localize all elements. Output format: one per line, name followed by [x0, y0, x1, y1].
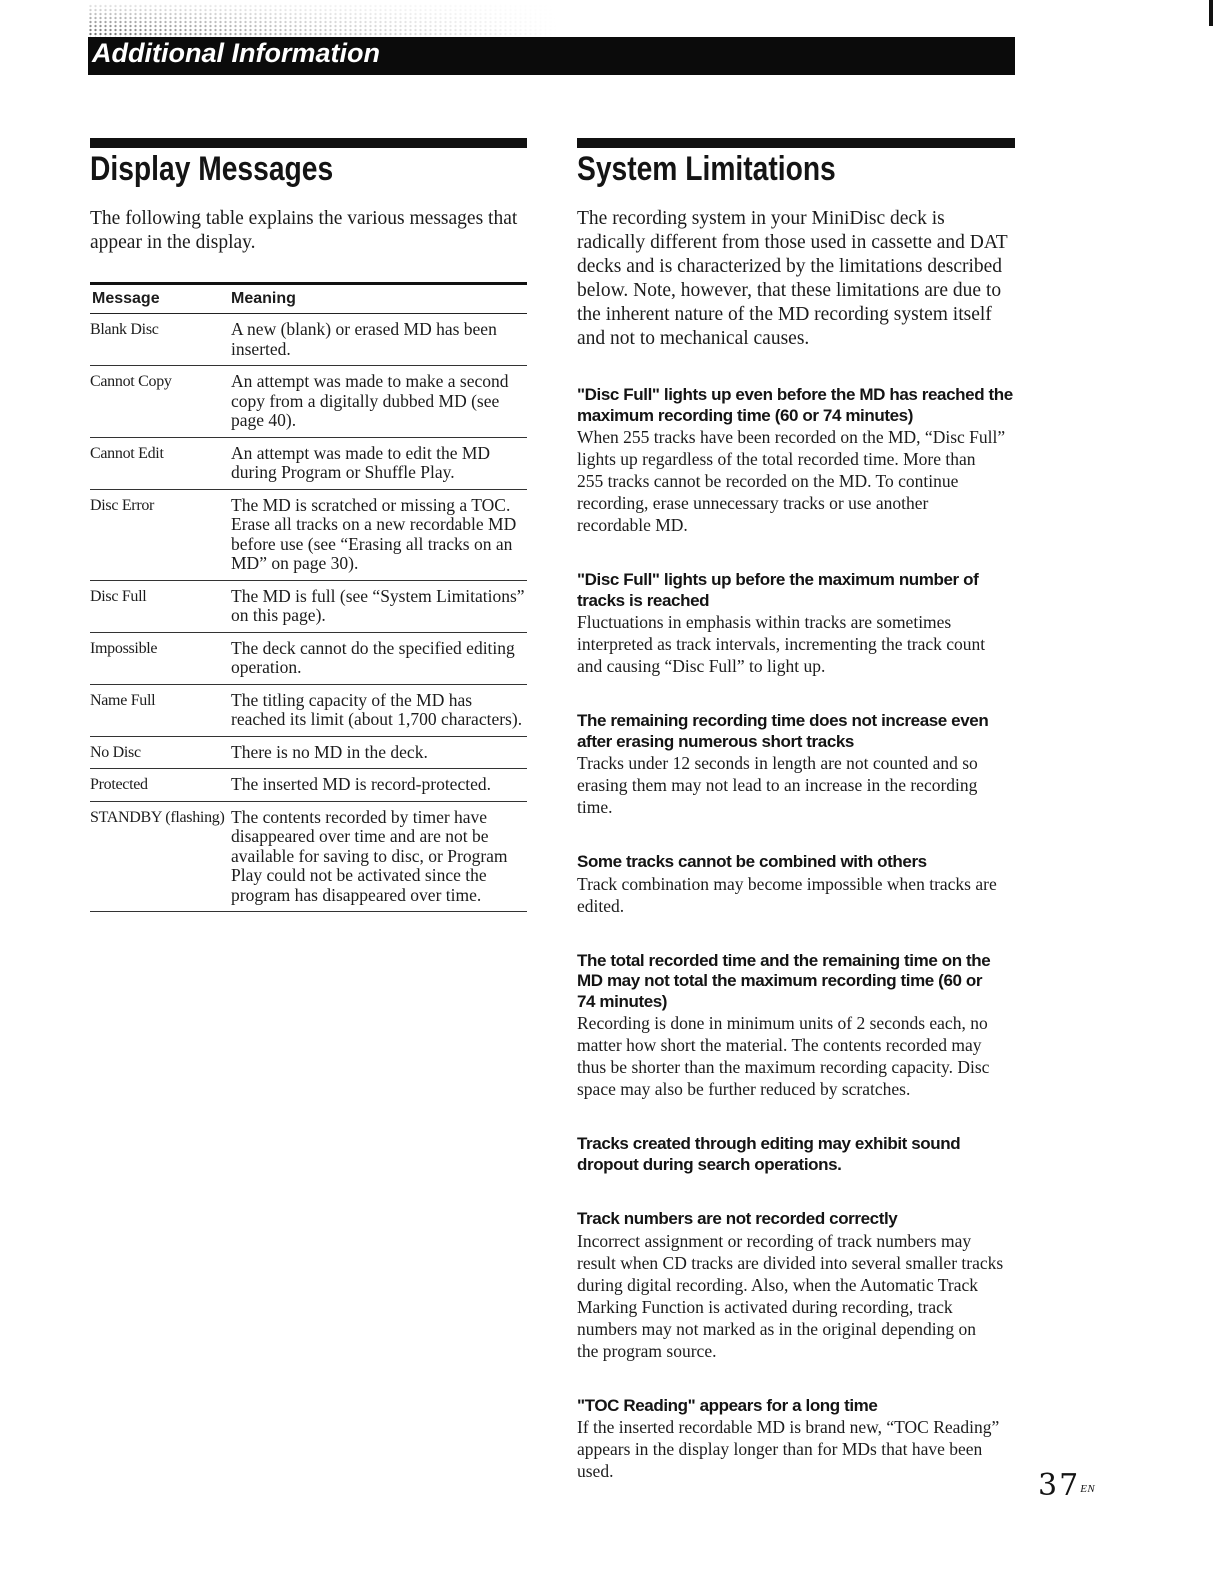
meaning-line: The inserted MD is record-protected.	[231, 774, 491, 794]
table-row	[90, 314, 527, 366]
limitation-heading	[577, 852, 1015, 873]
message-cell: Blank Disc	[90, 321, 159, 338]
meaning-line: available for saving to disc, or Program	[231, 845, 508, 866]
heading-line: The remaining recording time does not increase even	[577, 711, 989, 730]
limitation-item	[577, 951, 1015, 1101]
message-cell: Disc Error	[90, 496, 155, 514]
system-limitations-column	[577, 138, 1015, 1482]
heading-rule	[90, 138, 527, 148]
meaning-line: The deck cannot do the specified editing	[231, 637, 515, 658]
message-cell: Disc Full	[90, 587, 147, 605]
body-line: numbers may not marked as in the original depending on	[577, 1318, 977, 1339]
body-line: space may also be further reduced by scratches.	[577, 1079, 911, 1099]
limitation-heading	[577, 1209, 1015, 1230]
table-row	[90, 769, 527, 802]
page-number-value: 37	[1038, 1468, 1081, 1503]
meaning-line: page 40).	[231, 410, 297, 430]
table-row	[90, 685, 527, 737]
heading-line: tracks is reached	[577, 590, 710, 610]
body-line: erasing them may not lead to an increase in the recording	[577, 775, 978, 795]
limitation-body	[577, 426, 1015, 536]
body-line: the program source.	[577, 1340, 717, 1361]
heading-line: 74 minutes)	[577, 991, 668, 1011]
display-messages-column	[90, 138, 527, 912]
table-header	[90, 285, 527, 314]
limitation-item	[577, 852, 1015, 917]
body-line: matter how short the material. The contents recorded may	[577, 1035, 982, 1055]
display-messages-intro	[90, 207, 527, 255]
meaning-line: program has disappeared over time.	[231, 884, 482, 905]
intro-line: The recording system in your MiniDisc deck is	[577, 208, 945, 229]
heading-line: Some tracks cannot be combined with others	[577, 852, 927, 871]
meaning-line: A new (blank) or erased MD has been	[231, 319, 497, 339]
meaning-line: Erase all tracks on a new recordable MD	[231, 514, 517, 534]
message-cell: No Disc	[90, 743, 141, 761]
table-row	[90, 581, 527, 633]
body-line: Track combination may become impossible when tracks are	[577, 873, 997, 894]
section-header-bar	[88, 37, 1015, 75]
meaning-line: disappeared over time and are not be	[231, 826, 489, 846]
message-cell: Cannot Copy	[90, 373, 172, 390]
intro-line: below. Note, however, that these limitations are due to	[577, 280, 1002, 301]
message-cell: Protected	[90, 776, 148, 793]
page-number-language-suffix: EN	[1080, 1483, 1096, 1495]
body-line: result when CD tracks are divided into several smaller tracks	[577, 1252, 1004, 1273]
body-line: edited.	[577, 895, 625, 916]
messages-table	[90, 282, 527, 912]
limitation-body	[577, 752, 1015, 818]
body-line: Incorrect assignment or recording of track numbers may	[577, 1230, 972, 1251]
intro-line: and not to mechanical causes.	[577, 328, 810, 349]
meaning-cell	[231, 587, 527, 626]
body-line: appears in the display longer than for MDs that have been	[577, 1439, 983, 1459]
column-header-meaning: Meaning	[231, 290, 296, 307]
limitation-item	[577, 1134, 1015, 1175]
body-line: Marking Function is activated during recording, track	[577, 1296, 953, 1317]
body-line: When 255 tracks have been recorded on the MD, “Disc Full”	[577, 427, 1006, 447]
table-body	[90, 314, 527, 912]
scan-edge-mark	[1209, 0, 1213, 26]
body-line: lights up regardless of the total recorded time. More than	[577, 449, 976, 469]
meaning-line: The titling capacity of the MD has	[231, 689, 473, 710]
limitation-item	[577, 1396, 1015, 1483]
limitation-heading	[577, 711, 1015, 752]
meaning-line: copy from a digitally dubbed MD (see	[231, 390, 500, 411]
meaning-line: operation.	[231, 657, 302, 677]
table-row	[90, 737, 527, 770]
meaning-cell	[231, 496, 527, 574]
meaning-cell	[231, 372, 527, 431]
limitation-body	[577, 1416, 1015, 1482]
meaning-line: There is no MD in the deck.	[231, 741, 428, 762]
limitation-heading	[577, 570, 1015, 611]
body-line: during digital recording. Also, when the Automatic Track	[577, 1274, 978, 1295]
limitation-heading	[577, 1396, 1015, 1417]
meaning-line: during Program or Shuffle Play.	[231, 462, 455, 482]
body-line: and causing “Disc Full” to light up.	[577, 656, 826, 676]
intro-line: radically different from those used in cassette and DAT	[577, 232, 1008, 253]
limitation-heading	[577, 385, 1015, 426]
body-line: interpreted as track intervals, incrementing the track count	[577, 634, 986, 654]
meaning-cell	[231, 639, 527, 678]
limitation-item	[577, 1209, 1015, 1362]
heading-line: dropout during search operations.	[577, 1154, 842, 1174]
heading-line: The total recorded time and the remaining time on the	[577, 950, 991, 970]
heading-line: MD may not total the maximum recording time (60 or	[577, 971, 983, 990]
table-row	[90, 802, 527, 913]
body-line: recordable MD.	[577, 515, 688, 535]
message-cell: Name Full	[90, 691, 156, 709]
limitation-heading	[577, 951, 1015, 1013]
intro-line: appear in the display.	[90, 232, 256, 253]
table-row	[90, 490, 527, 581]
table-row	[90, 366, 527, 438]
body-line: recording, erase unnecessary tracks or use another	[577, 493, 929, 513]
meaning-cell	[231, 444, 527, 483]
meaning-cell	[231, 775, 527, 795]
limitation-body	[577, 1012, 1015, 1100]
meaning-line: MD” on page 30).	[231, 553, 359, 573]
meaning-line: on this page).	[231, 605, 326, 625]
heading-line: "Disc Full" lights up even before the MD has reached the	[577, 385, 1013, 404]
body-line: If the inserted recordable MD is brand new, “TOC Reading”	[577, 1417, 1000, 1437]
body-line: Fluctuations in emphasis within tracks are sometimes	[577, 612, 952, 632]
heading-line: maximum recording time (60 or 74 minutes)	[577, 405, 913, 425]
system-limitations-intro	[577, 207, 1015, 351]
table-row	[90, 633, 527, 685]
table-row	[90, 438, 527, 490]
limitation-item	[577, 570, 1015, 677]
display-messages-title: Display Messages	[90, 150, 334, 188]
heading-line: Tracks created through editing may exhibit sound	[577, 1134, 961, 1153]
heading-line: "Disc Full" lights up before the maximum number of	[577, 570, 979, 589]
limitations-list	[577, 385, 1015, 1482]
section-header-title: Additional Information	[92, 38, 380, 68]
system-limitations-title: System Limitations	[577, 150, 836, 188]
heading-line: after erasing numerous short tracks	[577, 731, 854, 751]
body-line: 255 tracks cannot be recorded on the MD. To continue	[577, 471, 959, 491]
meaning-line: inserted.	[231, 338, 291, 359]
body-line: Recording is done in minimum units of 2 seconds each, no	[577, 1013, 988, 1033]
heading-rule	[577, 138, 1015, 148]
limitation-item	[577, 385, 1015, 536]
intro-line: The following table explains the various messages that	[90, 208, 518, 229]
message-cell: Cannot Edit	[90, 444, 164, 462]
meaning-line: The MD is scratched or missing a TOC.	[231, 494, 511, 515]
meaning-line: An attempt was made to edit the MD	[231, 442, 491, 463]
heading-line: "TOC Reading" appears for a long time	[577, 1395, 878, 1415]
body-line: Tracks under 12 seconds in length are not counted and so	[577, 753, 978, 773]
meaning-line: Play could not be activated since the	[231, 865, 487, 885]
meaning-cell	[231, 743, 527, 763]
message-cell: Impossible	[90, 639, 158, 657]
meaning-cell	[231, 320, 527, 359]
body-line: used.	[577, 1461, 614, 1481]
limitation-body	[577, 873, 1015, 917]
intro-line: the inherent nature of the MD recording system itself	[577, 304, 992, 325]
limitation-body	[577, 1230, 1015, 1362]
limitation-heading	[577, 1134, 1015, 1175]
scan-texture	[88, 4, 558, 37]
limitation-body	[577, 611, 1015, 677]
meaning-line: The contents recorded by timer have	[231, 806, 488, 827]
message-cell: STANDBY (flashing)	[90, 808, 225, 826]
heading-line: Track numbers are not recorded correctly	[577, 1209, 898, 1228]
intro-line: decks and is characterized by the limitations described	[577, 256, 1003, 277]
meaning-line: An attempt was made to make a second	[231, 371, 509, 391]
meaning-line: The MD is full (see “System Limitations”	[231, 585, 525, 606]
body-line: time.	[577, 797, 613, 817]
meaning-cell	[231, 691, 527, 730]
meaning-line: before use (see “Erasing all tracks on an	[231, 533, 513, 554]
body-line: thus be shorter than the maximum recording capacity. Disc	[577, 1057, 990, 1077]
page-number	[1038, 1468, 1095, 1504]
column-header-message: Message	[92, 290, 160, 307]
meaning-cell	[231, 808, 527, 906]
limitation-item	[577, 711, 1015, 818]
meaning-line: reached its limit (about 1,700 characters).	[231, 709, 523, 729]
